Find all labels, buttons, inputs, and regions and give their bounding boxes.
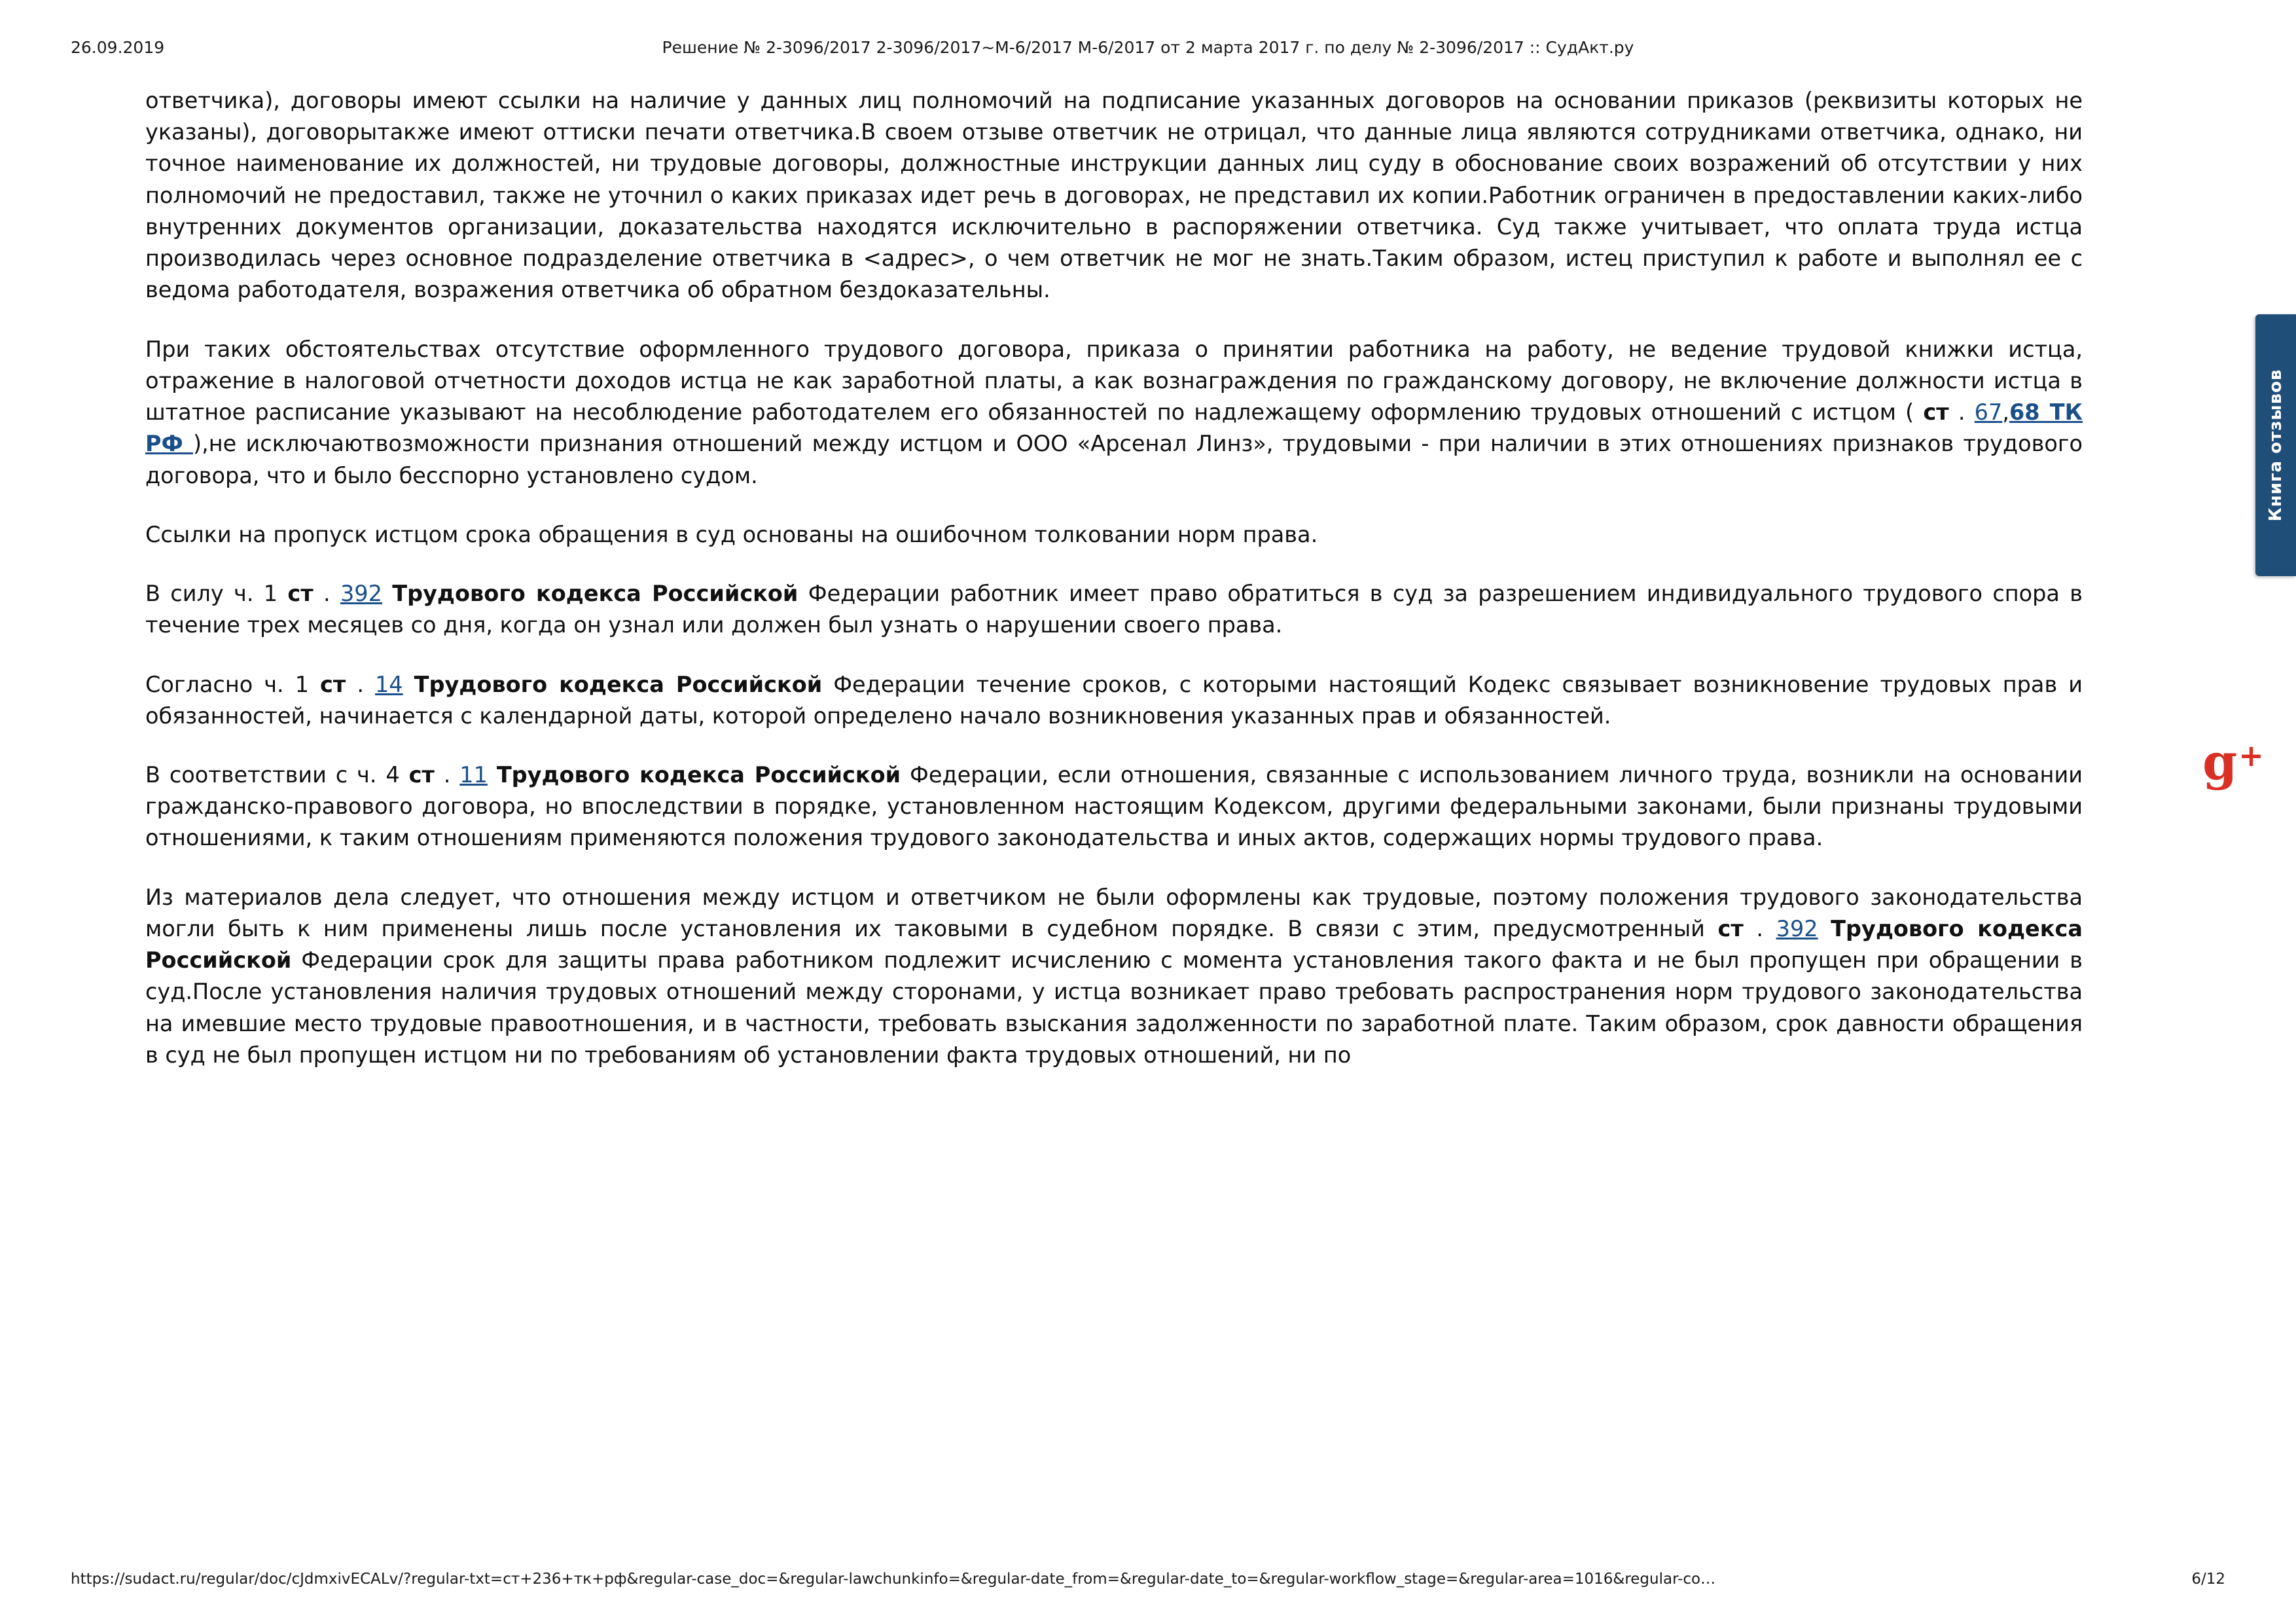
page-footer — [0, 1571, 2296, 1590]
google-plus-g-glyph: g — [2202, 732, 2238, 791]
paragraph — [145, 334, 2083, 492]
emphasis-text: Трудового кодекса Российской — [496, 761, 901, 788]
legal-reference-link[interactable]: 11 — [459, 761, 488, 788]
body-text: Из материалов дела следует, что отношения между истцом и ответчиком не были оформлены как трудовые, поэтому положения трудового законодательства могли быть к ним применены лишь после установления их таковыми в судебном порядке. В связи с этим, предусмотренный — [145, 884, 2083, 941]
body-text — [1818, 916, 1831, 941]
footer-source-url: https://sudact.ru/regular/doc/cJdmxivECALv/?regular-txt=ст+236+тк+рф&regular-case_doc=&regular-lawchunkinfo=&regular-date_from=&regular-date_to=&regular-workflow_stage=&regular-area=1016&regular-co… — [71, 1571, 1716, 1588]
legal-reference-link[interactable]: 14 — [374, 671, 403, 697]
paragraph — [145, 669, 2083, 732]
paragraph — [145, 759, 2083, 854]
body-text — [488, 762, 497, 788]
body-text: Федерации срок для защиты права работником подлежит исчислению с момента установления такого факта и не был пропущен при обращении в суд.После установления наличия трудовых отношений между сторонами, у истца возникает право требовать распространения норм трудового законодательства на имевшие место трудовые правоотношения, и в частности, требовать взыскания задолженности по заработной плате. Таким образом, срок давности обращения в суд не был пропущен истцом ни по требованиям об установлении факта трудовых отношений, ни по — [145, 947, 2083, 1068]
body-text: . — [1948, 399, 1975, 426]
body-text: ),не исключаютвозможности признания отношений между истцом и ООО «Арсенал Линз», трудовыми - при наличии в этих отношениях признаков трудового договора, что и было бесспорно установлено судом. — [145, 431, 2083, 488]
body-text: В соответствии с ч. 4 — [145, 761, 409, 788]
paragraph — [145, 519, 2083, 551]
body-text: . — [313, 581, 340, 607]
emphasis-text: Трудового кодекса Российской — [392, 581, 798, 607]
emphasis-text: ст — [320, 671, 346, 697]
body-text — [403, 672, 414, 697]
emphasis-text: ст — [287, 581, 314, 607]
header-date: 26.09.2019 — [71, 38, 165, 57]
legal-reference-link[interactable]: 68 ТК РФ — [145, 399, 2083, 457]
feedback-book-label: Книга отзывов — [2266, 369, 2286, 522]
emphasis-text: Трудового кодекса Российской — [145, 915, 2083, 974]
document-body — [145, 85, 2083, 1071]
body-text: . — [346, 671, 375, 697]
body-text: . — [434, 761, 460, 788]
google-plus-icon[interactable] — [2204, 733, 2262, 791]
body-text: Ссылки на пропуск истцом срока обращения в суд основаны на ошибочном толковании норм права. — [145, 521, 1318, 547]
emphasis-text: ст — [1717, 915, 1744, 941]
emphasis-text: ст — [408, 761, 435, 788]
google-plus-plus-glyph: + — [2238, 738, 2264, 773]
paragraph — [145, 882, 2083, 1071]
body-text: Федерации, если отношения, связанные с использованием личного труда, возникли на основании гражданско-правового договора, но впоследствии в порядке, установленном настоящим Кодексом, другими федеральными законами, были признаны трудовыми отношениями, к таким отношениям применяются положения трудового законодательства и иных актов, содержащих нормы трудового права. — [145, 761, 2083, 851]
emphasis-text: ст — [1923, 399, 1949, 426]
footer-page-number: 6/12 — [2191, 1571, 2225, 1588]
body-text: Согласно ч. 1 — [145, 671, 321, 697]
legal-reference-link[interactable]: 392 — [340, 581, 382, 607]
page-header — [0, 38, 2296, 58]
body-text: Федерации работник имеет право обратиться в суд за разрешением индивидуального трудового спора в течение трех месяцев со дня, когда он узнал или должен был узнать о нарушении своего права. — [145, 581, 2083, 638]
paragraph — [145, 85, 2083, 306]
feedback-book-tab[interactable] — [2255, 314, 2296, 576]
body-text: . — [1743, 915, 1776, 941]
emphasis-text: Трудового кодекса Российской — [414, 671, 823, 697]
legal-reference-link[interactable]: 392 — [1776, 915, 1818, 941]
body-text: Федерации течение сроков, с которыми настоящий Кодекс связывает возникновение трудовых прав и обязанностей, начинается с календарной даты, которой определено начало возникновения указанных прав и обязанностей. — [145, 671, 2083, 729]
paragraph — [145, 578, 2083, 641]
body-text: , — [2002, 399, 2009, 426]
body-text: При таких обстоятельствах отсутствие оформленного трудового договора, приказа о принятии работника на работу, не ведение трудовой книжки истца, отражение в налоговой отчетности доходов истца не как заработной платы, а как вознаграждения по гражданскому договору, не включение должности истца в штатное расписание указывают на несоблюдение работодателем его обязанностей по надлежащему оформлению трудовых отношений с истцом ( — [145, 336, 2083, 426]
header-title: Решение № 2-3096/2017 2-3096/2017~М-6/2017 М-6/2017 от 2 марта 2017 г. по делу № 2-3096/2017 :: СудАкт.ру — [662, 38, 1634, 57]
legal-reference-link[interactable]: 67 — [1974, 399, 2003, 426]
body-text — [382, 581, 392, 606]
body-text: В силу ч. 1 — [145, 581, 288, 607]
body-text: ответчика), договоры имеют ссылки на наличие у данных лиц полномочий на подписание указанных договоров на основании приказов (реквизиты которых не указаны), договорытакже имеют оттиски печати ответчика.В своем отзыве ответчик не отрицал, что данные лица являются сотрудниками ответчика, однако, ни точное наименование их должностей, ни трудовые договоры, должностные инструкции данных лиц суду в обоснование своих возражений об отсутствии у них полномочий не предоставил, также не уточнил о каких приказах идет речь в договорах, не представил их копии.Работник ограничен в предоставлении каких-либо внутренних документов организации, доказательства находятся исключительно в распоряжении ответчика. Суд также учитывает, что оплата труда истца производилась через основное подразделение ответчика в <адрес>, о чем ответчик не мог не знать.Таким образом, истец приступил к работе и выполнял ее с ведома работодателя, возражения ответчика об обратном бездоказательны. — [145, 88, 2083, 303]
